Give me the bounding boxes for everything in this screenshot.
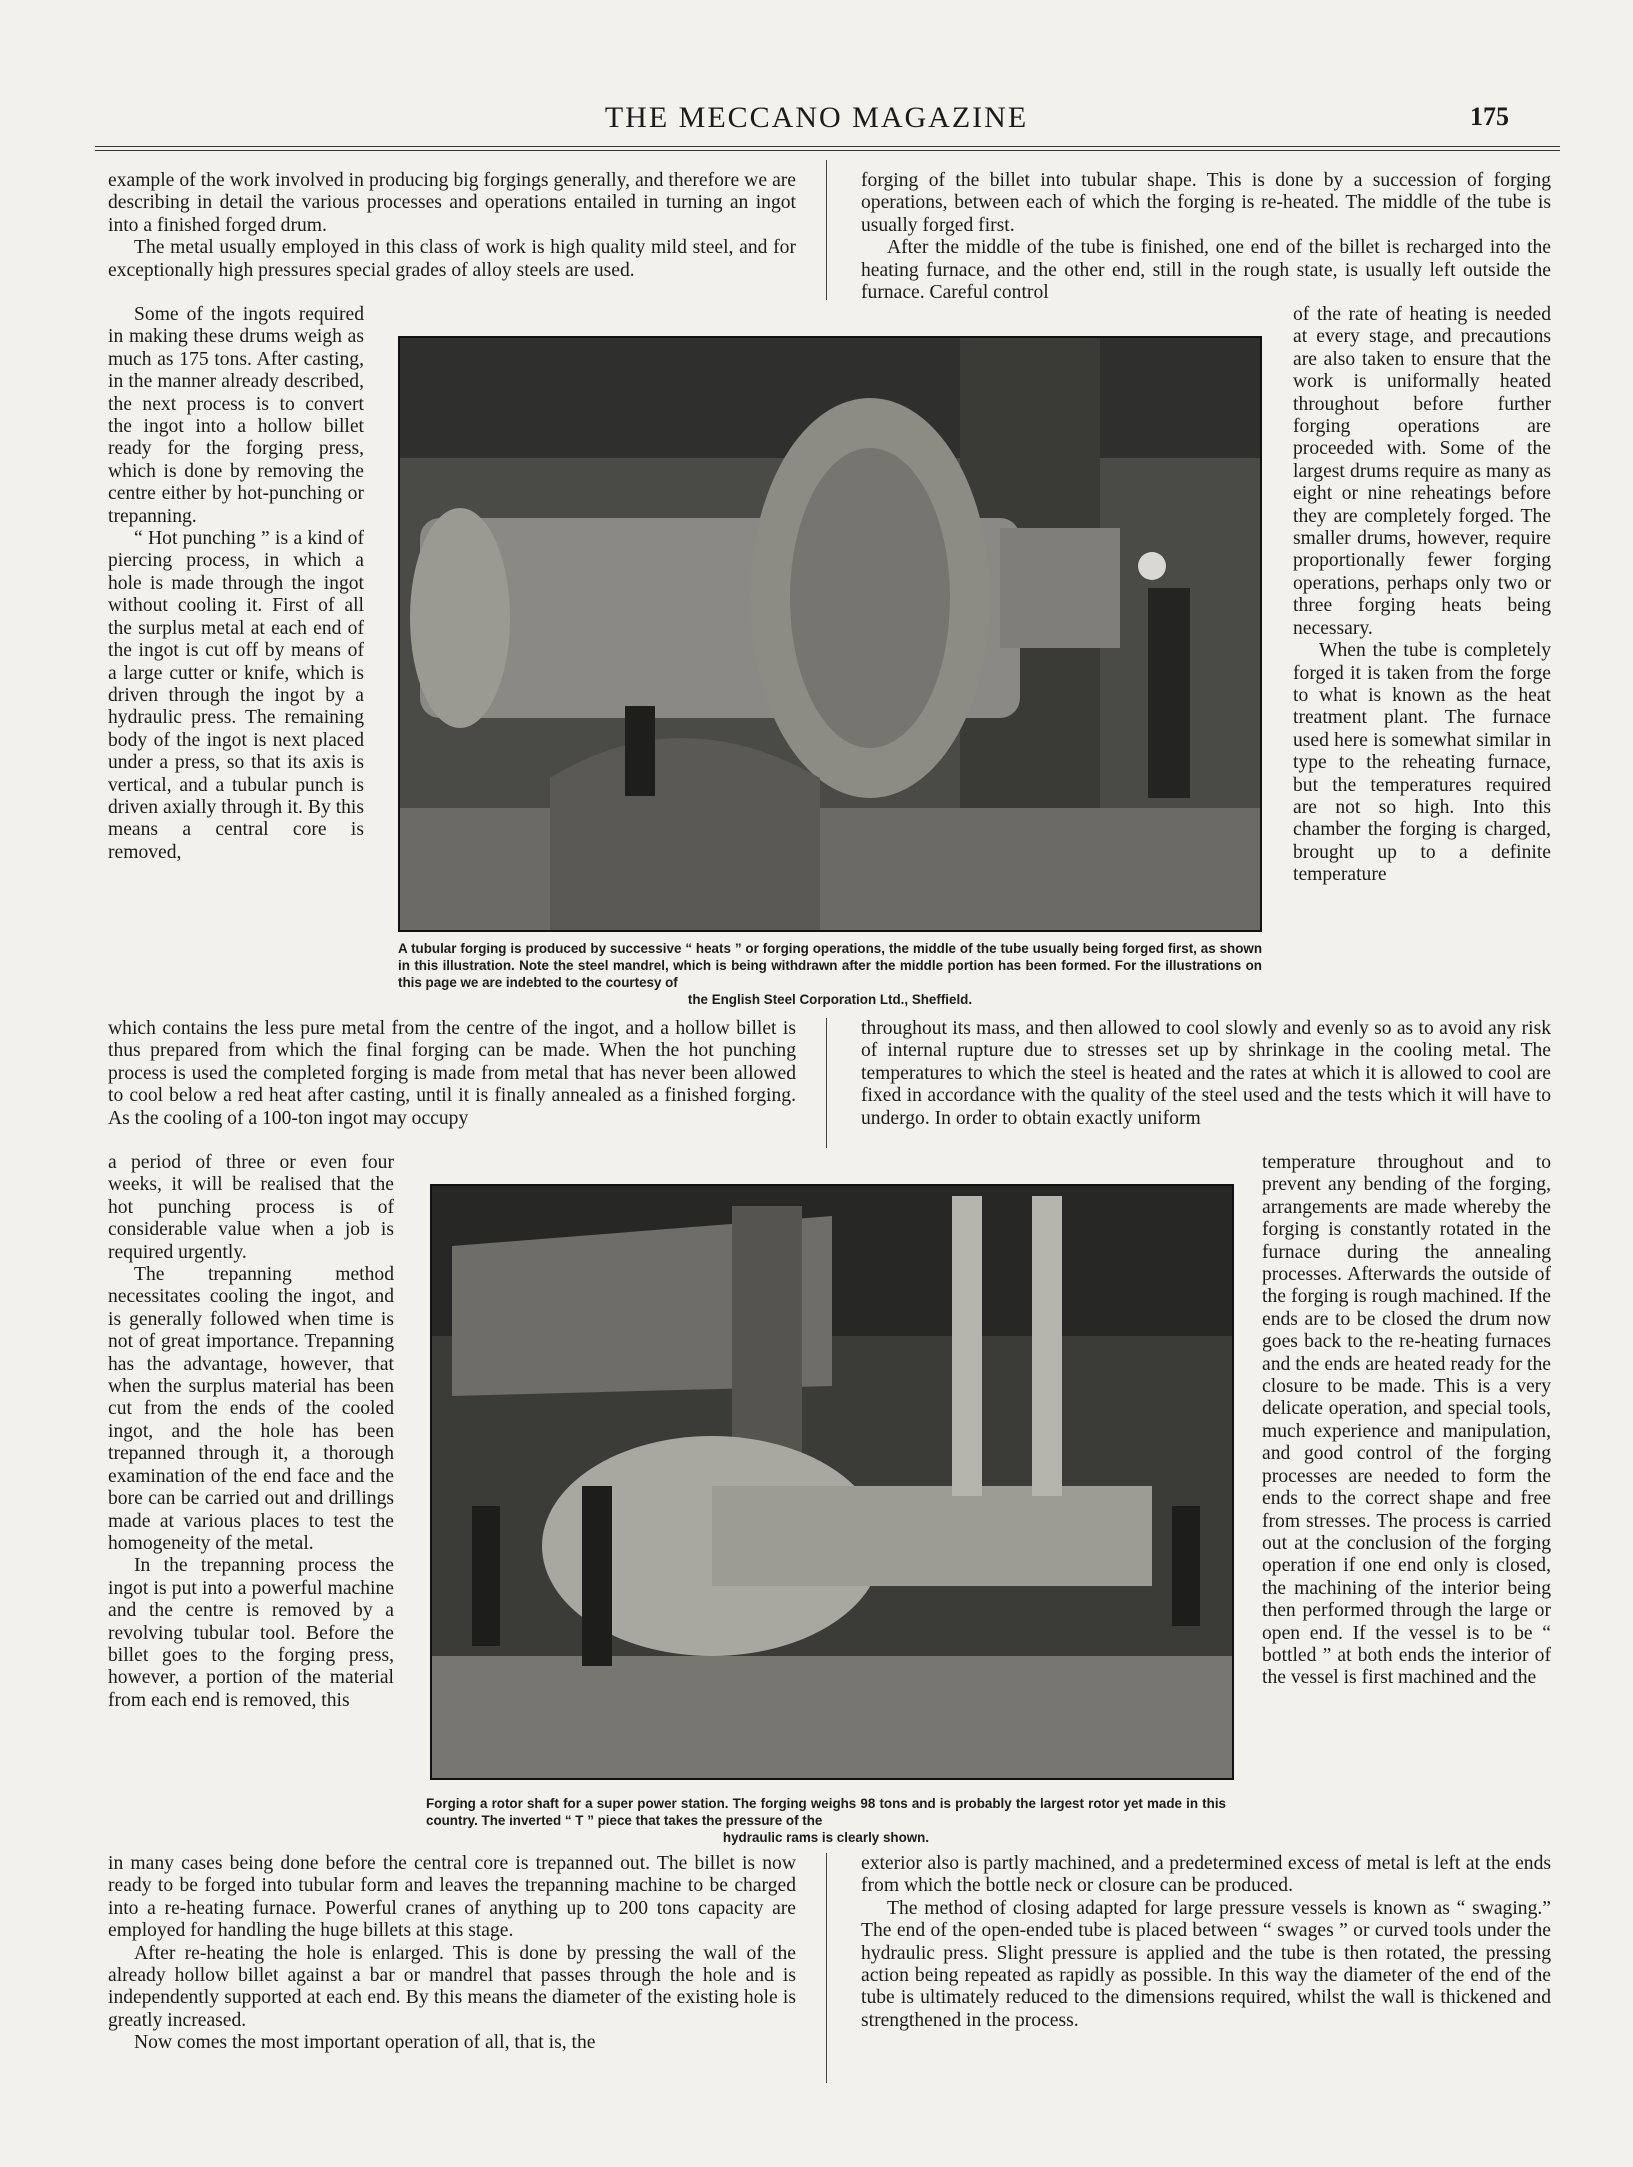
caption-text: hydraulic rams is clearly shown.	[722, 1830, 930, 1845]
left-column-narrow-1	[108, 304, 364, 1020]
right-column-narrow-2	[1262, 1152, 1551, 1854]
paragraph: After re-heating the hole is enlarged. This is done by pressing the wall of the already hollow billet against a bar or mandrel that passes through the hole and is independently supported at each end. By this means the diameter of the existing hole is greatly increased.	[108, 1942, 796, 2031]
header-rule	[95, 146, 1560, 147]
tubular-forging-photo	[398, 336, 1262, 932]
paragraph: temperature throughout and to prevent any bending of the forging, arrangements are made whereby the forging is constantly rotated in the furnace during the annealing processes. Afterwards the outside of the forging is rough machined. If the ends are to be closed the drum now goes back to the re-heating furnaces and the ends are heated ready for the closure to be made. This is a very delicate operation, and special tools, much experience and manipulation, and good control of the forging processes are needed to form the ends to the correct shape and free from stresses. The process is carried out at the conclusion of the forging operation if one end only is closed, the machining of the interior being then performed through the large or open end. If the vessel is to be “ bottled ” at both ends the interior of the vessel is first machined and the	[1262, 1152, 1551, 1689]
paragraph: exterior also is partly machined, and a predetermined excess of metal is left at the ends from which the bottle neck or closure can be produced.	[861, 1853, 1551, 1897]
rotor-shaft-photo	[430, 1184, 1234, 1780]
figure-caption-2	[426, 1795, 1226, 1846]
paragraph: of the rate of heating is needed at every stage, and precautions are also taken to ensure that the work is uniformally heated throughout before further forging operations are proceeded with. Some of the largest drums require as many as eight or nine reheatings before they are completely forged. The smaller drums, however, require proportionally fewer forging operations, perhaps only two or three forging heats being necessary.	[1293, 304, 1551, 639]
header-rule-lower	[95, 150, 1560, 151]
paragraph: In the trepanning process the ingot is put into a powerful machine and the centre is removed by a revolving tubular tool. Before the billet goes to the forging press, however, a portion of the material from each end is removed, this	[108, 1555, 394, 1711]
right-column-mid	[861, 1018, 1551, 1154]
caption-text: Forging a rotor shaft for a super power station. The forging weighs 98 tons and is probably the largest rotor yet made in this country. The inverted “ T ” piece that takes the pressure of the	[426, 1796, 1226, 1828]
right-column-bottom	[861, 1853, 1551, 2083]
paragraph: throughout its mass, and then allowed to cool slowly and evenly so as to avoid any risk of internal rupture due to stresses set up by shrinkage in the cooling metal. The temperatures to which the steel is heated and the rates at which it is allowed to cool are fixed in accordance with the quality of the steel used and the tests which it will have to undergo. In order to obtain exactly uniform	[861, 1018, 1551, 1129]
right-column-top	[861, 170, 1551, 304]
column-divider-top	[826, 160, 827, 300]
left-column-top	[108, 170, 796, 304]
paragraph: After the middle of the tube is finished, one end of the billet is recharged into the heating furnace, and the other end, still in the rough state, is usually left outside the furnace. Careful control	[861, 237, 1551, 304]
left-column-mid	[108, 1018, 796, 1154]
rotor-shaft-illustration	[432, 1186, 1232, 1778]
magazine-title: THE MECCANO MAGAZINE	[604, 101, 1029, 134]
paragraph: Some of the ingots required in making these drums weigh as much as 175 tons. After casting, in the manner already described, the next process is to convert the ingot into a hollow billet ready for the forging press, which is done by removing the centre either by hot-punching or trepanning.	[108, 304, 364, 527]
paragraph: in many cases being done before the central core is trepanned out. The billet is now ready to be forged into tubular form and leaves the trepanning machine to be charged into a re-heating furnace. Powerful cranes of anything up to 200 tons capacity are employed for handling the huge billets at this stage.	[108, 1853, 796, 1942]
left-column-narrow-2	[108, 1152, 394, 1854]
caption-text: the English Steel Corporation Ltd., Sheffield.	[687, 992, 973, 1007]
page-number: 175	[1470, 102, 1509, 131]
paragraph: Now comes the most important operation of all, that is, the	[134, 2032, 596, 2054]
paragraph: a period of three or even four weeks, it will be realised that the hot punching process is of considerable value when a job is required urgently.	[108, 1152, 394, 1263]
column-divider-mid	[826, 1018, 827, 1148]
paragraph: “ Hot punching ” is a kind of piercing process, in which a hole is made through the ingot without cooling it. First of all the surplus metal at each end of the ingot is cut off by means of a large cutter or knife, which is driven through the ingot by a hydraulic press. The remaining body of the ingot is next placed under a press, so that its axis is vertical, and a tubular punch is driven axially through it. By this means a central core is removed,	[108, 528, 364, 863]
paragraph: The metal usually employed in this class of work is high quality mild steel, and for exceptionally high pressures special grades of alloy steels are used.	[108, 237, 796, 281]
paragraph: When the tube is completely forged it is taken from the forge to what is known as the heat treatment plant. The furnace used here is somewhat similar in type to the reheating furnace, but the temperatures required are not so high. Into this chamber the forging is charged, brought up to a definite temperature	[1293, 640, 1551, 886]
column-divider-bottom	[826, 1853, 827, 2083]
paragraph: example of the work involved in producing big forgings generally, and therefore we are describing in detail the various processes and operations entailed in turning an ingot into a finished forged drum.	[108, 170, 796, 236]
caption-text: A tubular forging is produced by successive “ heats ” or forging operations, the middle of the tube usually being forged first, as shown in this illustration. Note the steel mandrel, which is being withdrawn after the middle portion has been formed. For the illustrations on this page we are indebted to the courtesy of	[398, 941, 1262, 990]
paragraph: forging of the billet into tubular shape. This is done by a succession of forging operations, between each of which the forging is re-heated. The middle of the tube is usually forged first.	[861, 170, 1551, 236]
paragraph: The method of closing adapted for large pressure vessels is known as “ swaging.” The end of the open-ended tube is placed between “ swages ” or curved tools under the hydraulic press. Slight pressure is applied and the tube is then rotated, the pressing action being repeated as rapidly as possible. In this way the diameter of the end of the tube is ultimately reduced to the dimensions required, whilst the wall is thickened and strengthened in the process.	[861, 1897, 1551, 2031]
figure-caption-1	[398, 940, 1262, 1008]
paragraph: which contains the less pure metal from the centre of the ingot, and a hollow billet is thus prepared from which the final forging can be made. When the hot punching process is used the completed forging is made from metal that has never been allowed to cool below a red heat after casting, until it is finally annealed as a finished forging. As the cooling of a 100-ton ingot may occupy	[108, 1018, 796, 1129]
left-column-bottom	[108, 1853, 796, 2083]
tubular-forging-illustration	[400, 338, 1260, 930]
right-column-narrow-1	[1293, 304, 1551, 1020]
paragraph: The trepanning method necessitates cooling the ingot, and is generally followed when time is not of great importance. Trepanning has the advantage, however, that when the surplus material has been cut from the ends of the cooled ingot, and the hole has been trepanned through it, a thorough examination of the end face and the bore can be carried out and drillings made at various places to test the homogeneity of the metal.	[108, 1264, 394, 1554]
